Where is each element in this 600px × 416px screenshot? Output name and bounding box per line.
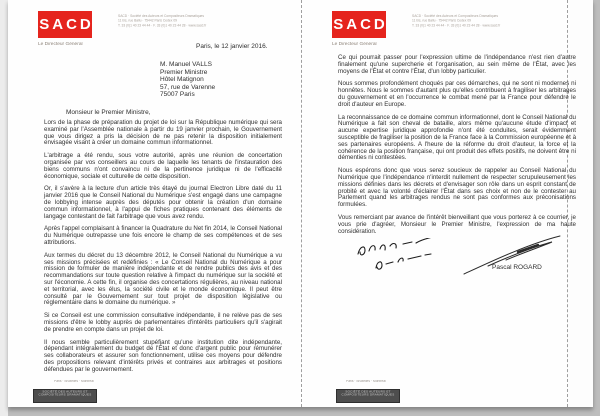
body-paragraph: Nous sommes profondément choqués par ces démarches, qui ne sont ni modernes ni honnêtes. Nous le sommes d'autant plus qu'elles contribuent à fragiliser les arbitrages du gouvernement et en l'occurrence le combat mené par la France pour défendre le droit d'auteur en Europe. [338, 80, 576, 108]
body-paragraph: Vous remerciant par avance de l'intérêt bienveillant que vous porterez à ce courrier, je vous prie d'agréer, Monsieur le Premier Ministre, l'expression de ma haute considération. [338, 213, 576, 235]
body-paragraph: Aux termes du décret du 13 décembre 2012, le Conseil National du Numérique a vu ses missions précisées et redéfinies : « Le Conseil National du Numérique a pour mission de formuler de manière indépendante et de rendre publics des avis et des recommandations sur toute question relative à l'impact du numérique sur la société et sur l'économie. A cette fin, il organise des concertations régulières, au niveau national et territorial, avec les élus, la société civile et le monde économique. Il peut être consulté par le Gouvernement sur tout projet de disposition législative ou réglementaire dans le domaine du numérique. » [44, 251, 282, 307]
date-line: Paris, le 12 janvier 2016. [196, 43, 268, 50]
body-paragraph: La reconnaissance de ce domaine commun informationnel, dont le Conseil National du Numérique a fait son cheval de bataille, alors même qu'aucune étude d'impact et aucune expertise juridique approfondie n'ont été conduites, serait évidemment susceptible de fragiliser la position de la France face à la Commission européenne et à ses partenaires européens. A l'heure de la réforme du droit d'auteur, la force et la cohérence de la position française, qui ont produit des effets positifs, ne doivent être ni démenties ni contestées. [338, 113, 577, 162]
sacd-logo-text: SACD [333, 16, 388, 33]
footer-offices: Paris · Bruxelles · Montréal [54, 380, 94, 384]
letter-sheet [8, 0, 593, 407]
letter-body-page2 [338, 55, 576, 241]
body-paragraph: L'arbitrage a été rendu, sous votre autorité, après une réunion de concertation organisée par vos conseillers au cours de laquelle les tenants de l'instauration des biens communs n'ont convaincu ni de la pertinence juridique ni de l'efficacité économique, sociale et culturelle de cette disposition. [44, 152, 282, 180]
recipient-address [160, 61, 215, 99]
letterhead-address-line: 11 bis, rue Ballu · 75442 Paris Cedex 09 [412, 19, 472, 23]
letterhead-address-block [412, 14, 500, 29]
letter-body-page1 [44, 120, 282, 380]
letterhead-address-line: T. 33 (0)1 40 23 44 44 · F. 33 (0)1 40 23 44 28 · www.sacd.fr [118, 24, 207, 28]
body-paragraph: Ce qui pourrait passer pour l'expression ultime de l'indépendance n'est rien d'autre finalement qu'une supercherie et l'organisation, au sein même de l'État, avec les moyens de l'État et contre l'État, d'un lobby particulier. [338, 54, 576, 75]
body-paragraph: Nous espérons donc que vous serez soucieux de rappeler au Conseil National du Numérique que l'indépendance n'interdit nullement de respecter scrupuleusement les missions définies dans les décrets et d'envisager son rôle dans un esprit constant de probité et avec la volonté d'éclairer l'État dans ses choix et non de le contester au Parlement quand les arbitrages rendus ne sont pas conformes aux préconisations formulées. [338, 167, 576, 209]
sacd-logo-text: SACD [39, 16, 94, 33]
recipient-line: 57, rue de Varenne [160, 83, 216, 91]
body-paragraph: Si ce Conseil est une commission consultative indépendante, il ne relève pas de ses missions d'être le lobby auprès de parlementaires d'intérêts particuliers qu'il s'agirait de prendre en compte dans un projet de loi. [44, 312, 282, 333]
letter-page-1 [8, 0, 302, 407]
letterhead-address-line: T. 33 (0)1 40 23 44 44 · F. 33 (0)1 40 23 44 28 · www.sacd.fr [412, 24, 501, 28]
letterhead-address-line: SACD · Société des Auteurs et Compositeurs Dramatiques [412, 14, 499, 18]
recipient-line: Premier Ministre [160, 68, 208, 76]
footer-stamp-text: SOCIÉTÉ DES AUTEURS ET COMPOSITEURS DRAMATIQUES [341, 390, 395, 397]
body-paragraph: Or, il s'avère à la lecture d'un article très étayé du journal Electron Libre daté du 11 janvier 2016 que le Conseil National du Numérique s'est engagé dans une campagne de lobbying intense auprès des députés pour obtenir la création d'un domaine commun informationnel, à l'appui de fiches pratiques contenant des éléments de langage contestant de fait l'arbitrage que vous avez rendu. [44, 185, 282, 220]
handwritten-note [354, 238, 466, 272]
body-paragraph: Après l'appel complaisant à financer la Quadrature du Net fin 2014, le Conseil National du Numérique outrepasse une fois encore le champ de ses compétences et de ses attributions. [44, 225, 282, 246]
footer-stamp [336, 389, 400, 403]
recipient-line: 75007 Paris [160, 91, 195, 99]
recipient-line: M. Manuel VALLS [160, 61, 212, 68]
sacd-logo [332, 11, 386, 38]
footer-stamp-text: SOCIÉTÉ DES AUTEURS ET COMPOSITEURS DRAMATIQUES [38, 390, 92, 397]
body-paragraph: Lors de la phase de préparation du projet de loi sur la République numérique qui sera examiné par l'Assemblée nationale à partir du 19 janvier prochain, le Gouvernement que vous dirigez a pris la décision de ne pas retenir la disposition initialement envisagée visant à créer un domaine commun informationnel. [44, 119, 282, 147]
footer-stamp [33, 389, 97, 403]
sender-role: Le Directeur Général [38, 42, 83, 47]
body-paragraph: Il nous semble particulièrement stupéfiant qu'une institution dite indépendante, dépendant intégralement du budget de l'État et donc d'argent public pour rémunérer ses collaborateurs et assurer son fonctionnement, utilise ces moyens pour défendre des propositions relevant d'intérêts privés et contraires aux arbitrages et positions défendues par le gouvernement. [44, 338, 282, 373]
sender-role: Le Directeur Général [332, 42, 377, 47]
letterhead-address-line: SACD · Société des Auteurs et Compositeurs Dramatiques [118, 14, 205, 18]
letterhead-address-block [118, 14, 206, 29]
sacd-logo [38, 11, 92, 38]
letter-page-2 [302, 0, 577, 407]
salutation: Monsieur le Premier Ministre, [66, 109, 151, 116]
recipient-line: Hôtel Matignon [160, 76, 204, 84]
footer-offices: Paris · Bruxelles · Montréal [346, 380, 386, 384]
signature-name: Pascal ROGARD [492, 264, 542, 271]
letterhead-address-line: 11 bis, rue Ballu · 75442 Paris Cedex 09 [118, 19, 178, 23]
